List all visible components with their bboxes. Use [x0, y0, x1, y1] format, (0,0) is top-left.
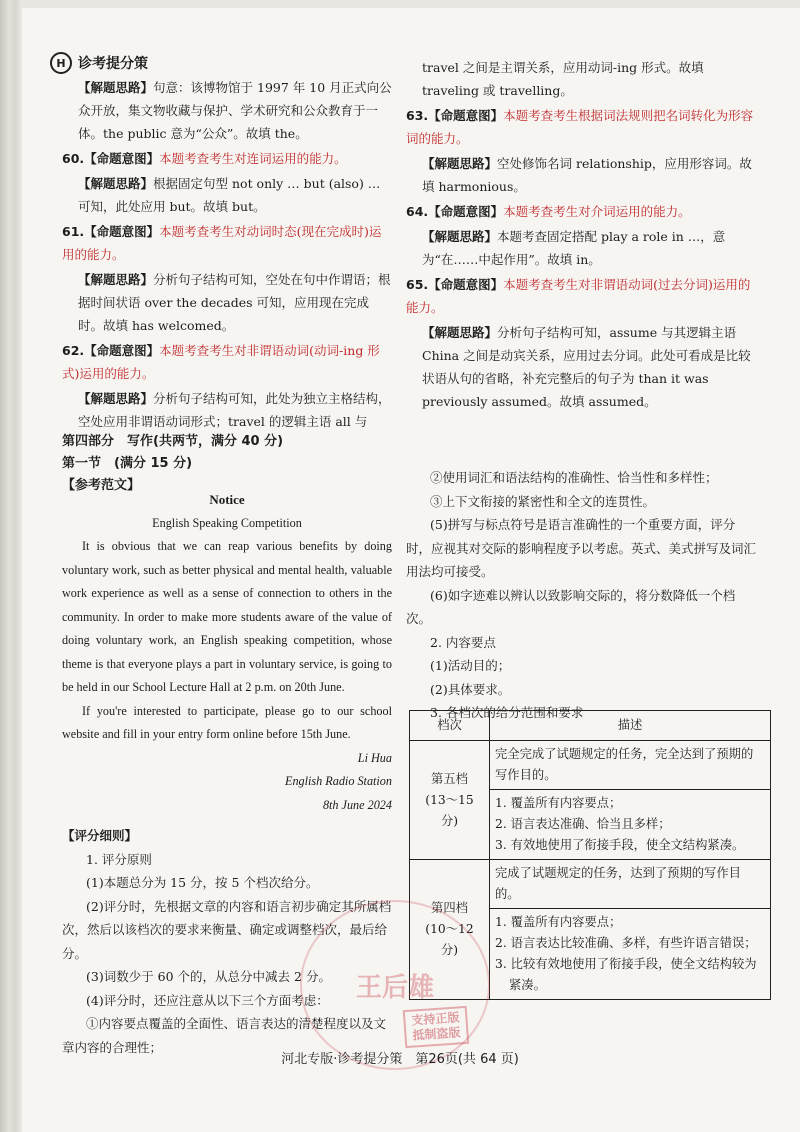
- grade-points-cell: [490, 909, 771, 1000]
- solution-text: 根据固定句型 not only … but (also) … 可知，此处应用 but。故填 but。: [78, 176, 381, 214]
- scoring-line: (2)评分时，先根据文章的内容和语言初步确定其所属档次，然后以该档次的要求来衡量、确定或调整档次，最后给分。: [62, 898, 392, 961]
- answer-entry: [406, 273, 756, 319]
- table-header-description: 描述: [490, 711, 771, 741]
- grade-range: (13～15 分): [425, 792, 474, 828]
- intent-tag: 【命题意图】: [428, 277, 504, 292]
- scoring-line: (4)评分时，还应注意从以下三个方面考虑：: [86, 992, 329, 1008]
- grade-point: 3. 有效地使用了衔接手段，使全文结构紧凑。: [495, 838, 745, 852]
- scoring-line: (2)具体要求。: [430, 681, 511, 697]
- solution-text: 分析句子结构可知，assume 与其逻辑主语 China 之间是动宾关系，应用过去分词。此处可看成是比较状语从句的省略，补充完整后的句子为 than it was previously assumed。故填 assumed。: [422, 325, 751, 409]
- solution-text: 空处修饰名词 relationship，应用形容词。故填 harmonious。: [422, 156, 752, 194]
- scoring-rules-continued: [406, 466, 756, 725]
- table-header-level: 档次: [410, 711, 490, 741]
- question-number: 62.: [62, 343, 85, 358]
- scoring-line: ①内容要点覆盖的全面性、语言表达的清楚程度以及文章内容的合理性；: [62, 1016, 387, 1055]
- grade-point: 2. 语言表达比较准确、多样，有些许语言错误；: [495, 936, 757, 950]
- solution-tag: 【解题思路】: [78, 272, 154, 287]
- answer-entry: [406, 200, 756, 223]
- intent-tag: 【命题意图】: [84, 343, 160, 358]
- question-number: 63.: [406, 108, 429, 123]
- solution-text: 句意：该博物馆于 1997 年 10 月正式向公众开放，集文物收藏与保护、学术研究和公众教育于一体。the public 意为“公众”。故填 the。: [78, 80, 392, 141]
- essay-signature-name: Li Hua: [357, 750, 392, 765]
- answer-entry: [406, 152, 756, 198]
- header-title: 诊考提分策: [78, 56, 148, 72]
- essay-title: Notice: [209, 492, 245, 507]
- grade-summary: 完成了试题规定的任务，达到了预期的写作目的。: [490, 860, 771, 909]
- table-row: [410, 860, 771, 909]
- solution-tag: 【解题思路】: [78, 80, 154, 95]
- answer-entry: [62, 339, 392, 385]
- question-number: 60.: [62, 151, 85, 166]
- scoring-heading: 【评分细则】: [62, 828, 138, 843]
- intent-text: 本题考查考生对动词时态(现在完成时)运用的能力。: [62, 224, 382, 262]
- answer-entry: [62, 147, 392, 170]
- answer-entry: [406, 56, 756, 102]
- section1-title: 第一节 (满分 15 分): [62, 456, 193, 471]
- grade-range: (10～12 分): [425, 922, 474, 957]
- answer-entry: [406, 225, 756, 271]
- intent-text: 本题考查考生根据词法规则把名词转化为形容词的能力。: [406, 108, 754, 146]
- brand-logo-icon: H: [50, 52, 72, 74]
- question-number: 61.: [62, 224, 85, 239]
- scoring-line: (1)活动目的；: [430, 658, 511, 673]
- intent-tag: 【命题意图】: [84, 224, 160, 239]
- part4-title: 第四部分 写作(共两节，满分 40 分): [62, 434, 284, 449]
- intent-text: 本题考查考生对介词运用的能力。: [503, 204, 691, 219]
- scoring-line: (6)如字迹难以辨认以致影响交际的，将分数降低一个档次。: [406, 587, 736, 626]
- solution-text: 分析句子结构可知，此处为独立主格结构，空处应用非谓语动词形式；travel 的逻辑主语 all 与: [78, 391, 391, 429]
- intent-tag: 【命题意图】: [428, 108, 504, 123]
- scoring-line: ③上下文衔接的紧密性和全文的连贯性。: [430, 493, 656, 509]
- page-header: [50, 52, 148, 74]
- solution-tag: 【解题思路】: [78, 176, 154, 191]
- solution-text: travel 之间是主谓关系，应用动词-ing 形式。故填 traveling 或 travelling。: [422, 60, 704, 98]
- reference-label: 【参考范文】: [62, 478, 141, 493]
- scoring-line: (3)词数少于 60 个的，从总分中减去 2 分。: [86, 969, 331, 984]
- intent-text: 本题考查考生对连词运用的能力。: [159, 151, 347, 166]
- answers-left-column: [62, 76, 392, 435]
- essay-signature-org: English Radio Station: [285, 774, 392, 788]
- scoring-line: 1. 评分原则: [86, 851, 152, 867]
- intent-tag: 【命题意图】: [84, 151, 160, 166]
- grade-point: 2. 语言表达准确、恰当且多样；: [495, 817, 671, 831]
- grade-point: 3. 比较有效地使用了衔接手段，使全文结构较为紧凑。: [495, 957, 757, 992]
- question-number: 64.: [406, 204, 429, 219]
- essay-paragraph: It is obvious that we can reap various benefits by doing voluntary work, such as better physical and mental health, valuable work experience as well as a sense of connection to others in the community. In order to make more students aware of the value of doing voluntary work, an English speaking competition, whose theme is that everyone plays a part in voluntary service, is going to be held in our School Lecture Hall at 2 p.m. on 20th June.: [62, 539, 392, 694]
- solution-text: 分析句子结构可知，空处在句中作谓语；根据时间状语 over the decades 可知，应用现在完成时。故填 has welcomed。: [78, 272, 391, 333]
- answer-entry: [62, 220, 392, 266]
- grade-summary: 完全完成了试题规定的任务，完全达到了预期的写作目的。: [490, 741, 771, 790]
- grade-points-cell: [490, 790, 771, 860]
- grade-level-cell: [410, 741, 490, 860]
- solution-tag: 【解题思路】: [422, 229, 498, 244]
- page-footer: 河北专版·诊考提分策 第26页(共 64 页): [281, 1052, 519, 1067]
- scoring-line: 2. 内容要点: [430, 634, 496, 650]
- grade-level: 第五档: [431, 771, 468, 786]
- grade-point: 1. 覆盖所有内容要点；: [495, 796, 622, 810]
- essay-paragraph: If you're interested to participate, please go to our school website and fill in your entry form online before 15th June.: [62, 703, 392, 741]
- book-page-edge: [0, 0, 22, 1132]
- answer-entry: [62, 172, 392, 218]
- table-row: [410, 741, 771, 790]
- grade-point: 1. 覆盖所有内容要点；: [495, 915, 622, 929]
- solution-tag: 【解题思路】: [78, 391, 154, 406]
- answer-entry: [62, 268, 392, 337]
- essay-subtitle: English Speaking Competition: [152, 515, 302, 530]
- scoring-line: (1)本题总分为 15 分，按 5 个档次给分。: [86, 875, 319, 890]
- answer-entry: [62, 387, 392, 433]
- solution-tag: 【解题思路】: [422, 156, 498, 171]
- solution-text: 本题考查固定搭配 play a role in …，意为“在……中起作用”。故填 in。: [422, 229, 726, 267]
- publisher-watermark: 王后雄: [300, 900, 490, 1070]
- anti-piracy-stamp: 支持正版 抵制盗版: [403, 1006, 470, 1048]
- model-essay: [62, 488, 392, 817]
- intent-tag: 【命题意图】: [428, 204, 504, 219]
- essay-signature-date: 8th June 2024: [322, 797, 392, 812]
- answers-right-column: [406, 56, 756, 415]
- answer-entry: [406, 104, 756, 150]
- answer-entry: [62, 76, 392, 145]
- grade-level: 第四档: [431, 901, 468, 915]
- question-number: 65.: [406, 277, 429, 292]
- scoring-line: (5)拼写与标点符号是语言准确性的一个重要方面，评分时，应视其对交际的影响程度予以考虑。英式、美式拼写及词汇用法均可接受。: [406, 517, 757, 579]
- answer-entry: [406, 321, 756, 413]
- scoring-line: ②使用词汇和语法结构的准确性、恰当性和多样性；: [430, 470, 718, 485]
- solution-tag: 【解题思路】: [422, 325, 498, 340]
- intent-text: 本题考查考生对非谓语动词(过去分词)运用的能力。: [406, 277, 751, 315]
- intent-text: 本题考查考生对非谓语动词(动词-ing 形式)运用的能力。: [62, 343, 380, 381]
- scoring-line: 3. 各档次的给分范围和要求: [430, 705, 584, 720]
